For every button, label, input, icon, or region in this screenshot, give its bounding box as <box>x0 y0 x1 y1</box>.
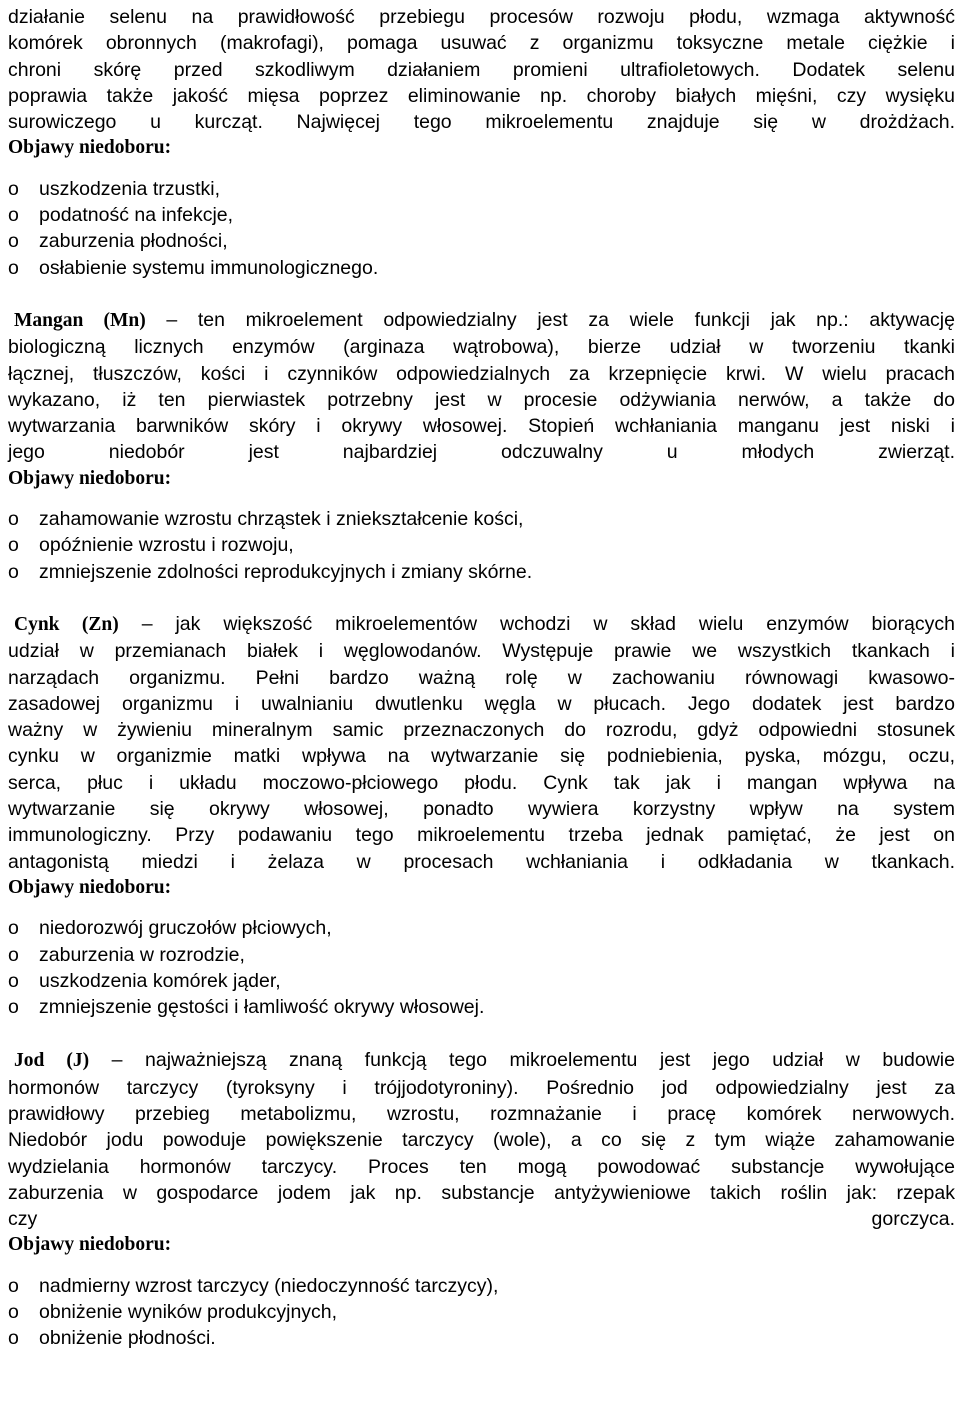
bullet-icon: o <box>8 177 19 200</box>
list-item: o niedorozwój gruczołów płciowych, <box>8 915 955 941</box>
list-item: o uszkodzenia komórek jąder, <box>8 968 955 994</box>
element-term: Jod (J) <box>14 1050 90 1072</box>
text-line: immunologiczny. Przy podawaniu tego mikroelementu trzeba jednak pamiętać, że jest on <box>8 824 955 847</box>
section-cynk <box>8 611 955 1020</box>
text-line: cynku w organizmie matki wpływa na wytwarzanie się podniebienia, pyska, mózgu, oczu, <box>8 745 955 768</box>
text-line: jego niedobór jest najbardziej odczuwalny u młodych zwierząt. <box>8 441 955 464</box>
text-line: chroni skórę przed szkodliwym działaniem promieni ultrafioletowych. Dodatek selenu <box>8 58 955 81</box>
list-item: o zahamowanie wzrostu chrząstek i zniekształcenie kości, <box>8 506 955 532</box>
bullet-icon: o <box>8 1274 19 1297</box>
section-mangan <box>8 307 955 585</box>
text-line: prawidłowy przebieg metabolizmu, wzrostu, rozmnażanie i pracę komórek nerwowych. <box>8 1102 955 1125</box>
list-item: o osłabienie systemu immunologicznego. <box>8 255 955 281</box>
text-line: biologiczną licznych enzymów (arginaza wątrobowa), bierze udział w tworzeniu tkanki <box>8 336 955 359</box>
text-line: surowiczego u kurcząt. Najwięcej tego mikroelementu znajduje się w drożdżach. <box>8 111 955 134</box>
bullet-icon: o <box>8 943 19 966</box>
bullet-icon: o <box>8 996 19 1019</box>
bullet-icon: o <box>8 256 19 279</box>
element-term: Cynk (Zn) <box>14 613 119 635</box>
text-line: Mangan (Mn) – ten mikroelement odpowiedzialny jest za wiele funkcji jak np.: aktywację <box>8 307 955 334</box>
list-item: o opóźnienie wzrostu i rozwoju, <box>8 532 955 558</box>
bullet-icon: o <box>8 1301 19 1324</box>
section-jod <box>8 1047 955 1351</box>
text-line: narządach organizmu. Pełni bardzo ważną rolę w zachowaniu równowagi kwasowo- <box>8 666 955 689</box>
bullet-icon: o <box>8 534 19 557</box>
section-selen <box>8 4 955 281</box>
symptom-list <box>8 915 955 1020</box>
deficiency-heading: Objawy niedoboru: <box>8 1234 172 1256</box>
text-line: ważny w żywieniu mineralnym samic przeznaczonych do rozrodu, gdyż odpowiedni stosunek <box>8 719 955 742</box>
list-item: o zmniejszenie gęstości i łamliwość okrywy włosowej. <box>8 994 955 1020</box>
text-line: antagonistą miedzi i żelaza w procesach wchłaniania i odkładania w tkankach. <box>8 850 955 873</box>
text-line: poprawia także jakość mięsa poprzez eliminowanie np. choroby białych mięśni, czy wysięku <box>8 84 955 107</box>
list-item: o podatność na infekcje, <box>8 202 955 228</box>
text-line: Niedobór jodu powoduje powiększenie tarczycy (wole), a co się z tym wiąże zahamowanie <box>8 1129 955 1152</box>
bullet-icon: o <box>8 560 19 583</box>
deficiency-heading: Objawy niedoboru: <box>8 137 172 159</box>
list-item: o obniżenie wyników produkcyjnych, <box>8 1299 955 1325</box>
symptom-list <box>8 506 955 585</box>
text-line: Jod (J) – najważniejszą znaną funkcją tego mikroelementu jest jego udział w budowie <box>8 1047 955 1074</box>
bullet-icon: o <box>8 969 19 992</box>
bullet-icon: o <box>8 204 19 227</box>
bullet-icon: o <box>8 230 19 253</box>
bullet-icon: o <box>8 917 19 940</box>
list-item: o obniżenie płodności. <box>8 1325 955 1351</box>
text-line: hormonów tarczycy (tyroksyny i trójjodotyroniny). Pośrednio jod odpowiedzialny jest za <box>8 1076 955 1099</box>
symptom-list <box>8 1273 955 1352</box>
text-line: wydzielania hormonów tarczycy. Proces ten mogą powodować substancje wywołujące <box>8 1155 955 1178</box>
bullet-icon: o <box>8 1327 19 1350</box>
text-line: wytwarzania barwników skóry i okrywy włosowej. Stopień wchłaniania manganu jest niski i <box>8 415 955 438</box>
list-item: o nadmierny wzrost tarczycy (niedoczynność tarczycy), <box>8 1273 955 1299</box>
text-line: udział w przemianach białek i węglowodanów. Występuje prawie we wszystkich tkankach i <box>8 640 955 663</box>
deficiency-heading: Objawy niedoboru: <box>8 876 172 898</box>
text-line: wytwarzanie się okrywy włosowej, ponadto wywiera korzystny wpływ na system <box>8 798 955 821</box>
list-item: o uszkodzenia trzustki, <box>8 176 955 202</box>
text-line: serca, płuc i układu moczowo-płciowego płodu. Cynk tak jak i mangan wpływa na <box>8 771 955 794</box>
text-line: Cynk (Zn) – jak większość mikroelementów wchodzi w skład wielu enzymów biorących <box>8 611 955 638</box>
list-item: o zaburzenia płodności, <box>8 228 955 254</box>
text-line: wykazano, iż ten pierwiastek potrzebny jest w procesie odżywiania nerwów, a także do <box>8 388 955 411</box>
bullet-icon: o <box>8 508 19 531</box>
text-line: działanie selenu na prawidłowość przebiegu procesów rozwoju płodu, wzmaga aktywność <box>8 6 955 28</box>
symptom-list <box>8 176 955 281</box>
text-line: zasadowej organizmu i uwalnianiu dwutlenku węgla w płucach. Jego dodatek jest bardzo <box>8 692 955 715</box>
element-term: Mangan (Mn) <box>14 309 146 331</box>
text-line: czy gorczyca. <box>8 1208 955 1231</box>
text-line: komórek obronnych (makrofagi), pomaga usuwać z organizmu toksyczne metale ciężkie i <box>8 32 955 55</box>
document-page <box>8 4 955 1352</box>
list-item: o zaburzenia w rozrodzie, <box>8 942 955 968</box>
text-line: zaburzenia w gospodarce jodem jak np. substancje antyżywieniowe takich roślin jak: rzepak <box>8 1181 955 1204</box>
list-item: o zmniejszenie zdolności reprodukcyjnych i zmiany skórne. <box>8 559 955 585</box>
deficiency-heading: Objawy niedoboru: <box>8 467 172 489</box>
text-line: łącznej, tłuszczów, kości i czynników odpowiedzialnych za krzepnięcie krwi. W wielu pracach <box>8 362 955 385</box>
